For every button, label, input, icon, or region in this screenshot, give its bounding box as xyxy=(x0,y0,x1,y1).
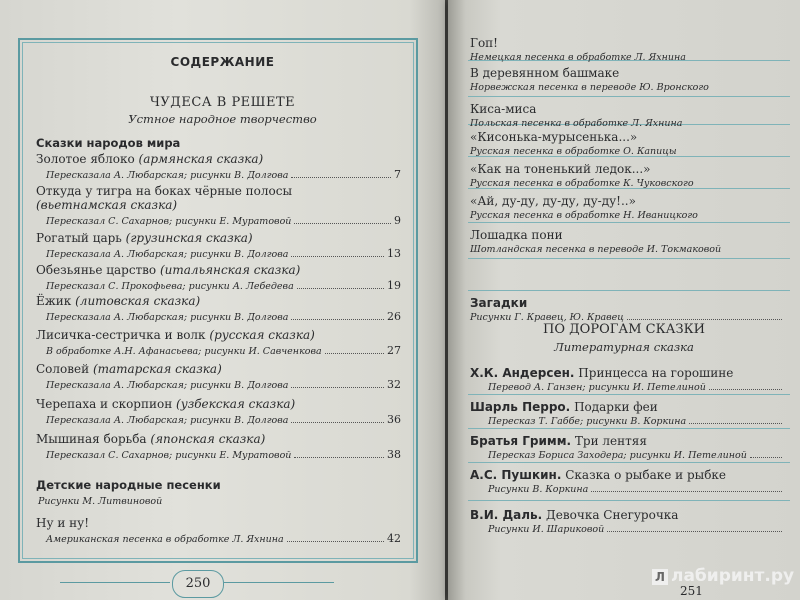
entry-page: 42 xyxy=(387,532,401,545)
entry-title: В.И. Даль. Девочка Снегурочка xyxy=(470,508,679,522)
toc-entry xyxy=(36,362,401,391)
entry-credit: Пересказал С. Сахарнов; рисунки Е. Муратовой 38 xyxy=(46,448,401,461)
entry-origin: (литовская сказка) xyxy=(75,294,201,308)
right-page-number: 251 xyxy=(680,584,703,598)
entry-author: А.С. Пушкин. xyxy=(470,468,562,482)
entry-credit: Норвежская песенка в переводе Ю. Вронского xyxy=(470,82,709,93)
entry-title: Золотое яблоко (армянская сказка) xyxy=(36,152,264,166)
entry-title: Лисичка-сестричка и волк (русская сказка) xyxy=(36,328,315,342)
toc-entry xyxy=(470,508,785,535)
entry-title: «Как на тоненький ледок...» xyxy=(470,162,651,176)
toc-entry xyxy=(470,366,785,393)
section-title: ЧУДЕСА В РЕШЕТЕ xyxy=(149,95,296,110)
toc-entry xyxy=(470,36,785,63)
toc-entry xyxy=(36,184,401,227)
entry-author: В.И. Даль. xyxy=(470,508,543,522)
toc-entry xyxy=(470,194,785,221)
riddles-entry xyxy=(470,296,785,323)
ornament-line-right xyxy=(224,582,334,583)
entry-title: Шарль Перро. Подарки феи xyxy=(470,400,658,414)
section-subtitle: Устное народное творчество xyxy=(128,112,317,126)
entry-title: Рогатый царь (грузинская сказка) xyxy=(36,231,253,245)
entry-credit: Пересказала А. Любарская; рисунки В. Долгова 36 xyxy=(46,413,401,426)
group-heading-children-songs: Детские народные песенки xyxy=(36,478,221,492)
entry-title: Соловей (татарская сказка) xyxy=(36,362,222,376)
toc-entry xyxy=(470,66,785,93)
toc-entry xyxy=(36,231,401,260)
entry-credit: Рисунки И. Шариковой xyxy=(488,524,785,535)
entry-title: «Кисонька-мурысенька...» xyxy=(470,130,638,144)
entry-origin: (вьетнамская сказка) xyxy=(36,198,178,212)
toc-entry xyxy=(470,400,785,427)
entry-credit: Пересказала А. Любарская; рисунки В. Долгова 7 xyxy=(46,168,401,181)
labyrinth-icon: Л xyxy=(652,569,668,585)
separator-line xyxy=(468,462,790,463)
toc-entry xyxy=(36,294,401,323)
toc-entry xyxy=(36,397,401,426)
entry-title: Лошадка пони xyxy=(470,228,563,242)
toc-entry xyxy=(470,130,785,157)
toc-entry xyxy=(470,228,785,255)
group-credit: Рисунки М. Литвиновой xyxy=(38,496,163,507)
entry-page: 9 xyxy=(394,214,401,227)
entry-page: 36 xyxy=(387,413,401,426)
entry-title: Братья Гримм. Три лентяя xyxy=(470,434,647,448)
separator-line xyxy=(468,500,790,501)
entry-author: Шарль Перро. xyxy=(470,400,571,414)
entry-author: Братья Гримм. xyxy=(470,434,572,448)
riddles-title: Загадки xyxy=(470,296,528,310)
entry-origin: (армянская сказка) xyxy=(138,152,264,166)
entry-credit: Пересказал С. Сахарнов; рисунки Е. Муратовой 9 xyxy=(46,214,401,227)
ornament-line-left xyxy=(60,582,170,583)
entry-title: Откуда у тигра на боках чёрные полосы (вьетнамская сказка) xyxy=(36,184,293,212)
entry-origin: (татарская сказка) xyxy=(92,362,222,376)
toc-entry xyxy=(470,434,785,461)
entry-page: 19 xyxy=(387,279,401,292)
entry-page: 13 xyxy=(387,247,401,260)
separator-line xyxy=(468,96,790,97)
separator-line xyxy=(468,222,790,223)
entry-title: В деревянном башмаке xyxy=(470,66,620,80)
separator-line xyxy=(468,394,790,395)
entry-credit: Немецкая песенка в обработке Л. Яхнина xyxy=(470,52,686,63)
watermark-logo: Л лабиринт.ру xyxy=(652,566,794,586)
entry-credit: Пересказала А. Любарская; рисунки В. Долгова 13 xyxy=(46,247,401,260)
entry-page: 7 xyxy=(394,168,401,181)
entry-title: «Ай, ду-ду, ду-ду, ду-ду!..» xyxy=(470,194,636,208)
contents-heading: СОДЕРЖАНИЕ xyxy=(170,55,275,69)
entry-page: 32 xyxy=(387,378,401,391)
entry-origin: (итальянская сказка) xyxy=(159,263,301,277)
entry-credit: Русская песенка в обработке К. Чуковского xyxy=(470,178,694,189)
entry-credit: Перевод А. Ганзен; рисунки И. Петелиной xyxy=(488,382,785,393)
entry-title: Киса-миса xyxy=(470,102,537,116)
entry-title: Обезьянье царство (итальянская сказка) xyxy=(36,263,301,277)
entry-origin: (японская сказка) xyxy=(150,432,266,446)
riddles-credit: Рисунки Г. Кравец, Ю. Кравец xyxy=(470,312,624,323)
entry-origin: (грузинская сказка) xyxy=(125,231,253,245)
entry-title: Мышиная борьба (японская сказка) xyxy=(36,432,266,446)
toc-entry xyxy=(36,432,401,461)
entry-credit: Пересказала А. Любарская; рисунки В. Долгова 26 xyxy=(46,310,401,323)
separator-line xyxy=(468,258,790,259)
right-page xyxy=(448,0,800,600)
entry-credit: Рисунки В. Коркина xyxy=(488,484,785,495)
entry-credit: Русская песенка в обработке О. Капицы xyxy=(470,146,677,157)
section-title-right: ПО ДОРОГАМ СКАЗКИ xyxy=(542,322,705,337)
entry-page: 26 xyxy=(387,310,401,323)
toc-entry xyxy=(36,152,401,181)
entry-title: Ну и ну! xyxy=(36,516,90,530)
toc-entry xyxy=(36,328,401,357)
entry-title: Ёжик (литовская сказка) xyxy=(36,294,201,308)
entry-credit: В обработке А.Н. Афанасьева; рисунки И. Савченкова 27 xyxy=(46,344,401,357)
entry-title: А.С. Пушкин. Сказка о рыбаке и рыбке xyxy=(470,468,727,482)
toc-entry xyxy=(36,516,401,545)
entry-title: Х.К. Андерсен. Принцесса на горошине xyxy=(470,366,734,380)
entry-title: Гоп! xyxy=(470,36,498,50)
toc-entry xyxy=(470,468,785,495)
entry-origin: (русская сказка) xyxy=(209,328,315,342)
section-subtitle-right: Литературная сказка xyxy=(554,340,694,354)
toc-entry xyxy=(470,102,785,129)
page-number: 250 xyxy=(172,570,224,598)
toc-entry xyxy=(470,162,785,189)
separator-line xyxy=(468,290,790,291)
entry-author: Х.К. Андерсен. xyxy=(470,366,575,380)
toc-entry xyxy=(36,263,401,292)
entry-credit: Русская песенка в обработке Н. Иваницкого xyxy=(470,210,698,221)
entry-credit: Шотландская песенка в переводе И. Токмаковой xyxy=(470,244,722,255)
entry-page: 38 xyxy=(387,448,401,461)
group-heading-world-tales: Сказки народов мира xyxy=(36,136,181,150)
entry-credit: Польская песенка в обработке Л. Яхнина xyxy=(470,118,683,129)
entry-page: 27 xyxy=(387,344,401,357)
separator-line xyxy=(468,428,790,429)
entry-credit: Пересказал С. Прокофьева; рисунки А. Лебедева 19 xyxy=(46,279,401,292)
entry-credit: Пересказ Бориса Заходера; рисунки И. Петелиной xyxy=(488,450,785,461)
entry-title: Черепаха и скорпион (узбекская сказка) xyxy=(36,397,296,411)
entry-credit: Пересказала А. Любарская; рисунки В. Долгова 32 xyxy=(46,378,401,391)
entry-credit: Американская песенка в обработке Л. Яхнина 42 xyxy=(46,532,401,545)
entry-credit: Пересказ Т. Габбе; рисунки В. Коркина xyxy=(488,416,785,427)
entry-origin: (узбекская сказка) xyxy=(176,397,296,411)
